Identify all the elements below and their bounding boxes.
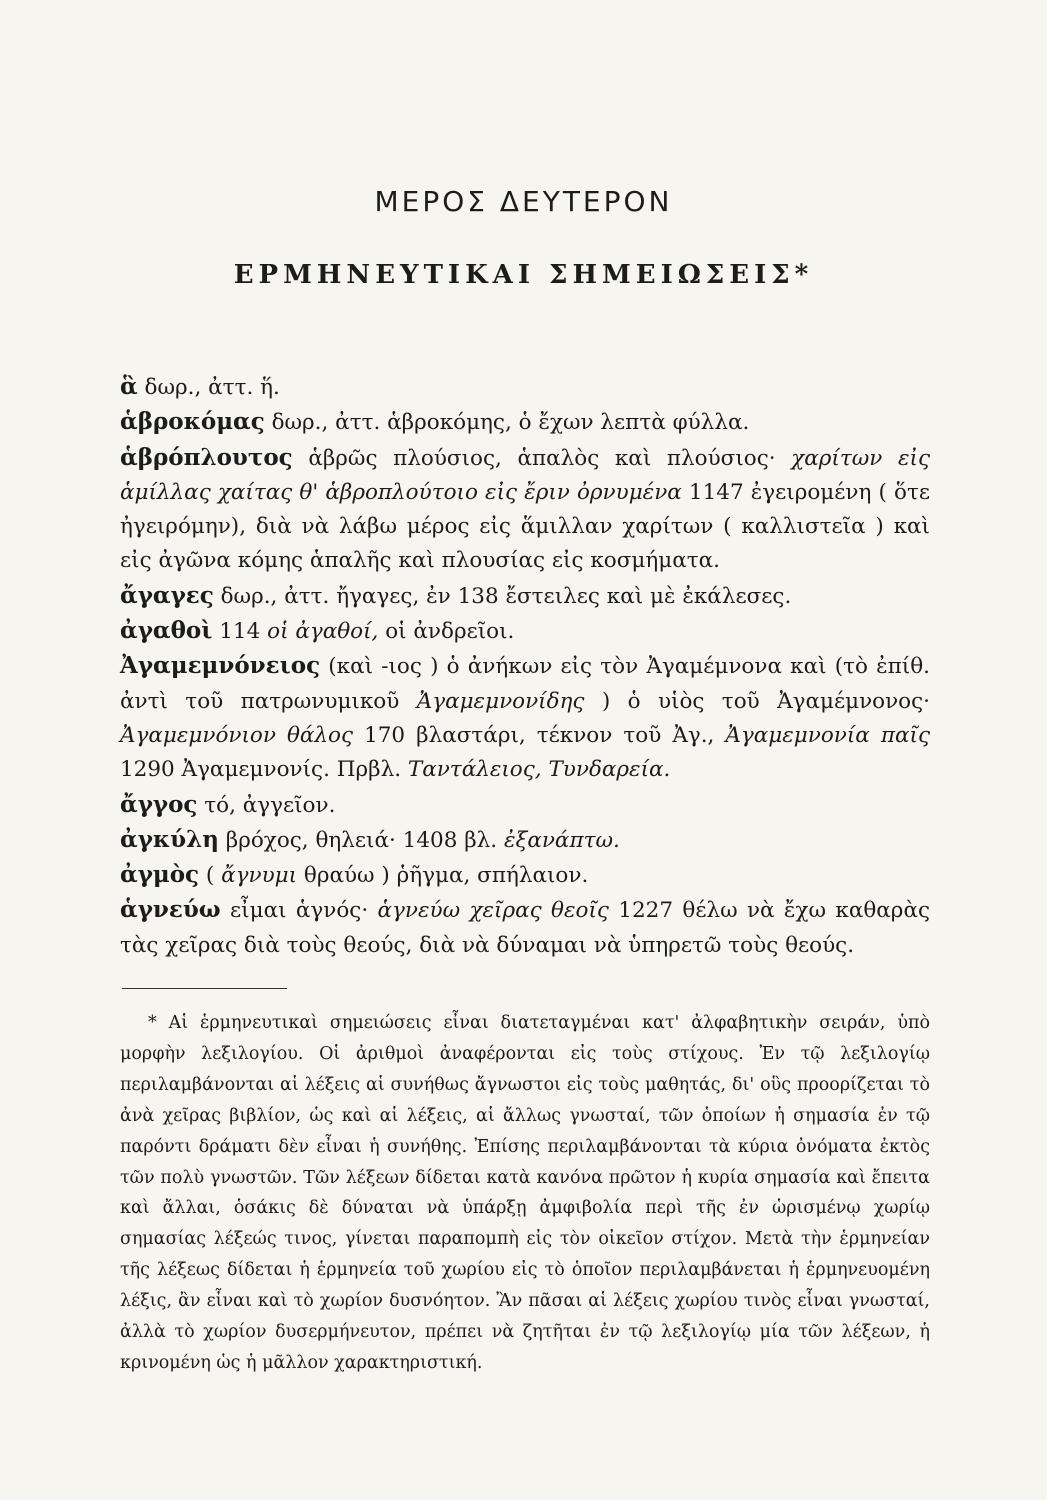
glossary-entry: ἄγγος τό, ἀγγεῖον. (120, 790, 336, 818)
footnote-divider (122, 988, 287, 989)
glossary-entry: ἀγμὸς ( ἄγνυμι θραύω ) ῥῆγμα, σπήλαιον. (120, 861, 589, 889)
section-title: ΕΡΜΗΝΕΥΤΙΚΑΙ ΣΗΜΕΙΩΣΕΙΣ* (233, 260, 814, 290)
glossary-entry: ἁγνεύω εἶμαι ἁγνός· ἁγνεύω χεῖρας θεοῖς 1227 θέλω νὰ ἔχω καθαρὰς τὰς χεῖρας διὰ τοὺς θεούς, διὰ νὰ δύναμαι νὰ ὑπηρετῶ τοὺς θεούς. (120, 896, 931, 958)
glossary-entry: ἁβρόπλουτος ἁβρῶς πλούσιος, ἁπαλὸς καὶ πλούσιος· χαρίτων εἰς ἁμίλλας χαίτας θ' ἁβροπλούτοιο εἰς ἔριν ὀρνυμένα 1147 ἐγειρομένη ( ὅτε ἠγειρόμην), διὰ νὰ λάβω μέρος εἰς ἅμιλλαν χαρίτων ( καλλιστεῖα ) καὶ εἰς ἀγῶνα κόμης ἁπαλῆς καὶ πλουσίας εἰς κοσμήματα. (120, 443, 930, 574)
entry-headword: ἃ (120, 373, 138, 400)
entry-headword: ἄγαγες (120, 581, 214, 609)
footnote: * Αἱ ἑρμηνευτικαὶ σημειώσεις εἶναι διατεταγμέναι κατ' ἀλφαβητικὴν σειράν, ὑπὸ μορφὴν λεξιλογίου. Οἱ ἀριθμοὶ ἀναφέρονται εἰς τοὺς στίχους. Ἐν τῷ λεξιλογίῳ περιλαμβάνονται αἱ λέξεις αἱ συνήθως ἄγνωστοι εἰς τοὺς μαθητάς, δι' οὓς προορίζεται τὸ ἀνὰ χεῖρας βιβλίον, ὡς καὶ αἱ λέξεις, αἱ ἄλλως γνωσταί, τῶν ὁποίων ἡ σημασία ἐν τῷ παρόντι δράματι δὲν εἶναι ἡ συνήθης. Ἐπίσης περιλαμβάνονται τὰ κύρια ὀνόματα ἐκτὸς τῶν πολὺ γνωστῶν. Τῶν λέξεων δίδεται κατὰ κανόνα πρῶτον ἡ κυρία σημασία καὶ ἔπειτα καὶ ἄλλαι, ὁσάκις δὲ δύναται νὰ ὑπάρξῃ ἀμφιβολία περὶ τῆς ἐν ὡρισμένῳ χωρίῳ σημασίας λέξεώς τινος, γίνεται παραπομπὴ εἰς τὸν οἰκεῖον στίχον. Μετὰ τὴν ἑρμηνείαν τῆς λέξεως δίδεται ἡ ἑρμηνεία τοῦ χωρίου εἰς τὸ ὁποῖον περιλαμβάνεται ἡ ἑρμηνευομένη λέξις, ἂν εἶναι καὶ τὸ χωρίον δυσνόητον. Ἂν πᾶσαι αἱ λέξεις χωρίου τινὸς εἶναι γνωσταί, ἀλλὰ τὸ χωρίον δυσερμήνευτον, πρέπει νὰ ζητῆται ἐν τῷ λεξιλογίῳ μία τῶν λέξεων, ἡ κρινομένη ὡς ἡ μᾶλλον χαρακτηριστική. (120, 1013, 930, 1373)
glossary-entry: ἁβροκόμας δωρ., ἀττ. ἁβροκόμης, ὁ ἔχων λεπτὰ φύλλα. (120, 408, 750, 436)
glossary-entry: ἀγαθοὶ 114 οἱ ἀγαθοί, οἱ ἀνδρεῖοι. (120, 617, 515, 645)
entry-headword: ἄγγος (120, 790, 198, 818)
entry-headword: ἁβρόπλουτος (120, 443, 293, 471)
part-title: ΜΕΡΟΣ ΔΕΥΤΕΡΟΝ (374, 185, 673, 218)
glossary-entry: Ἀγαμεμνόνειος (καὶ -ιος ) ὁ ἀνήκων εἰς τὸν Ἀγαμέμνονα καὶ (τὸ ἐπίθ. ἀντὶ τοῦ πατρωνυμικοῦ Ἀγαμεμνονίδης ) ὁ υἱὸς τοῦ Ἀγαμέμνονος· Ἀγαμεμνόνιον θάλος 170 βλαστάρι, τέκνον τοῦ Ἀγ., Ἀγαμεμνονία παῖς 1290 Ἀγαμεμνονίς. Πρβλ. Ταντάλειος, Τυνδαρεία. (120, 652, 930, 783)
glossary-entry: ἃ δωρ., ἀττ. ἥ. (120, 373, 280, 400)
entry-headword: ἁβροκόμας (120, 408, 265, 436)
glossary-entry: ἄγαγες δωρ., ἀττ. ἤγαγες, ἐν 138 ἔστειλες καὶ μὲ ἐκάλεσες. (120, 581, 792, 609)
entry-headword: ἁγνεύω (120, 896, 221, 924)
glossary-entry: ἀγκύλη βρόχος, θηλειά· 1408 βλ. ἐξανάπτω. (120, 825, 620, 853)
entry-headword: ἀγαθοὶ (120, 617, 213, 645)
entry-headword: Ἀγαμεμνόνειος (120, 652, 321, 680)
glossary-entries (120, 370, 930, 963)
entry-headword: ἀγμὸς (120, 861, 200, 889)
entry-headword: ἀγκύλη (120, 825, 219, 853)
